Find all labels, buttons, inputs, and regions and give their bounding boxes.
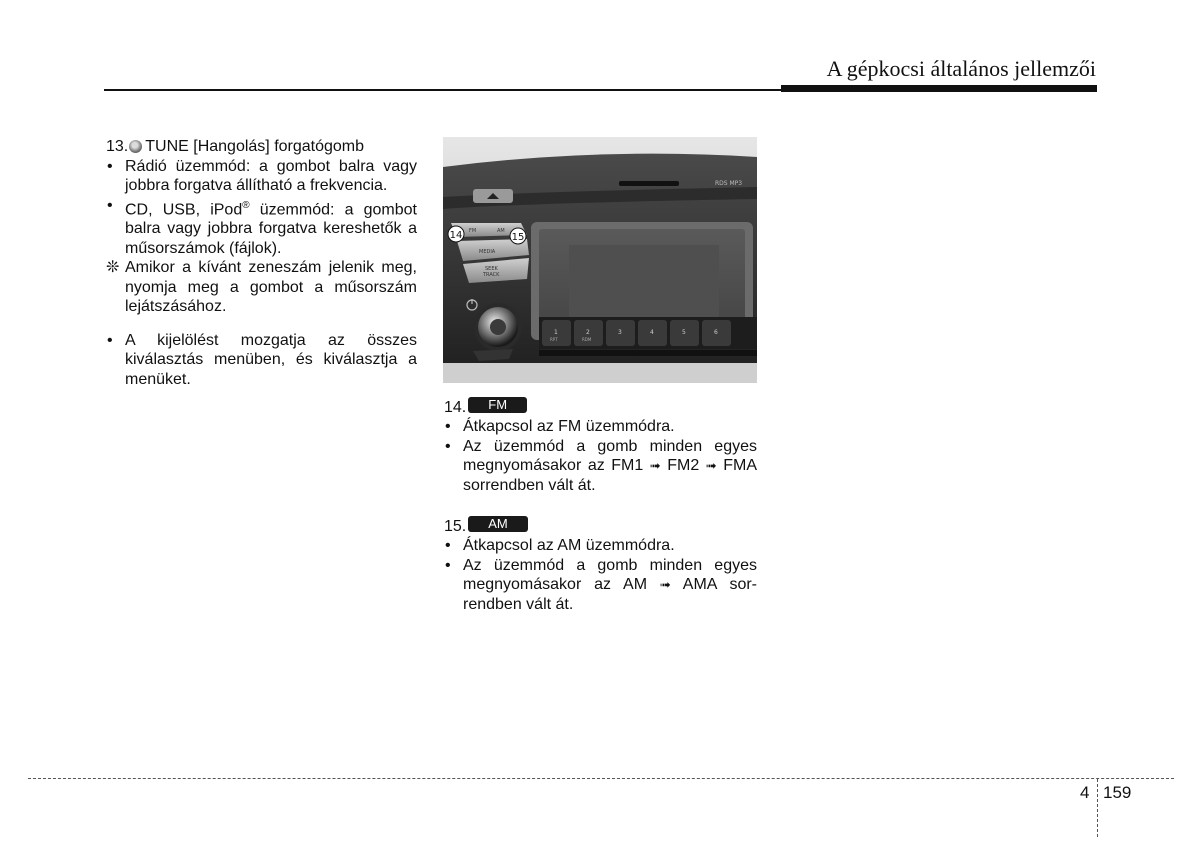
preset-1-sub: RPT [550,337,558,342]
note-icon: ❊ [106,259,120,277]
tune-knob-icon [129,140,142,153]
preset-3: 3 [618,329,622,336]
preset-2-sub: RDM [582,337,592,342]
item-14-number: 14. [444,398,467,416]
brand-label: RDS MP3 [715,180,743,187]
page-number: 159 [1103,783,1132,802]
left-column [106,137,417,389]
item-13-title: TUNE [Hangolás] forgatógomb [145,138,365,155]
item-15-heading [444,514,757,536]
item-13-heading [106,137,417,157]
fm-seq-a: Az üzemmód a gomb minden egyes megnyomásakor az FM1 [463,437,757,474]
am-seq-b: AMA sor-rendben vált át. [463,576,757,613]
registered-mark: ® [242,199,250,211]
header-title: A gépkocsi általános jellemzői [826,56,1096,81]
note-text: Amikor a kívánt zeneszám jelenik meg, nyomja meg a gombot a műsorszám lejátszásához. [125,259,417,316]
callout-15 [510,228,526,244]
preset-6: 6 [714,329,718,336]
preset-4: 4 [650,329,654,336]
bullet-am-switch: • Átkapcsol az AM üzemmódra. [444,536,757,556]
bullet-fm-switch: • Átkapcsol az FM üzemmódra. [444,417,757,437]
footer-dashed-rule [28,778,1174,779]
arrow-icon: ➟ [705,458,717,473]
mid-column [444,395,757,614]
svg-text:14: 14 [449,230,463,241]
svg-text:15: 15 [511,232,525,243]
item-13-bullets-2 [106,331,417,390]
bullet-fm-sequence [444,437,757,496]
am-seq-a: Az üzemmód a gomb minden egyes megnyomásakor az AM [463,556,757,593]
item-14-heading [444,395,757,417]
bullet-cd-usb-mode [106,196,417,259]
am-button-label: AM [497,228,505,234]
item-15-bullets [444,536,757,614]
callout-14 [448,226,464,242]
track-button-label: TRACK [483,272,500,278]
am-badge: AM [468,516,528,532]
arrow-icon: ➟ [659,577,671,592]
item-13-number: 13. [106,138,129,155]
fm-seq-b: FM2 [660,457,706,474]
bullet-menu-select: • A kijelölést mozgatja az összes kiválasztás menüben, és kiválasztja a menüket. [106,331,417,390]
item-13-bullets [106,157,417,259]
chapter-number: 4 [1080,783,1090,802]
media-button-label: MEDIA [479,249,496,255]
footer-vertical-rule [1097,779,1098,837]
header-bar [781,85,1097,92]
item-15-number: 15. [444,517,467,535]
arrow-icon: ➟ [649,458,661,473]
preset-2: 2 [586,329,590,336]
bullet-am-sequence [444,556,757,615]
bullet-radio-mode: • Rádió üzemmód: a gombot balra vagy jobbra forgatva állítható a frekvencia. [106,157,417,196]
fm-button-label: FM [469,228,477,234]
preset-1: 1 [554,329,558,336]
seek-button-label: SEEK [485,266,498,272]
item-14-bullets [444,417,757,495]
bullet-cd-usb-text-a: CD, USB, iPod [125,200,243,218]
fm-seq-c: FMA sorrendben vált át. [463,457,757,494]
note-paragraph [106,258,417,317]
preset-5: 5 [682,329,686,336]
radio-panel-photo [443,137,757,383]
fm-badge: FM [468,397,527,413]
bullet-cd-usb-text-b: üzemmód: a gombot balra vagy jobbra forgatva kereshetők a műsorszámok (fájlok). [125,200,417,257]
